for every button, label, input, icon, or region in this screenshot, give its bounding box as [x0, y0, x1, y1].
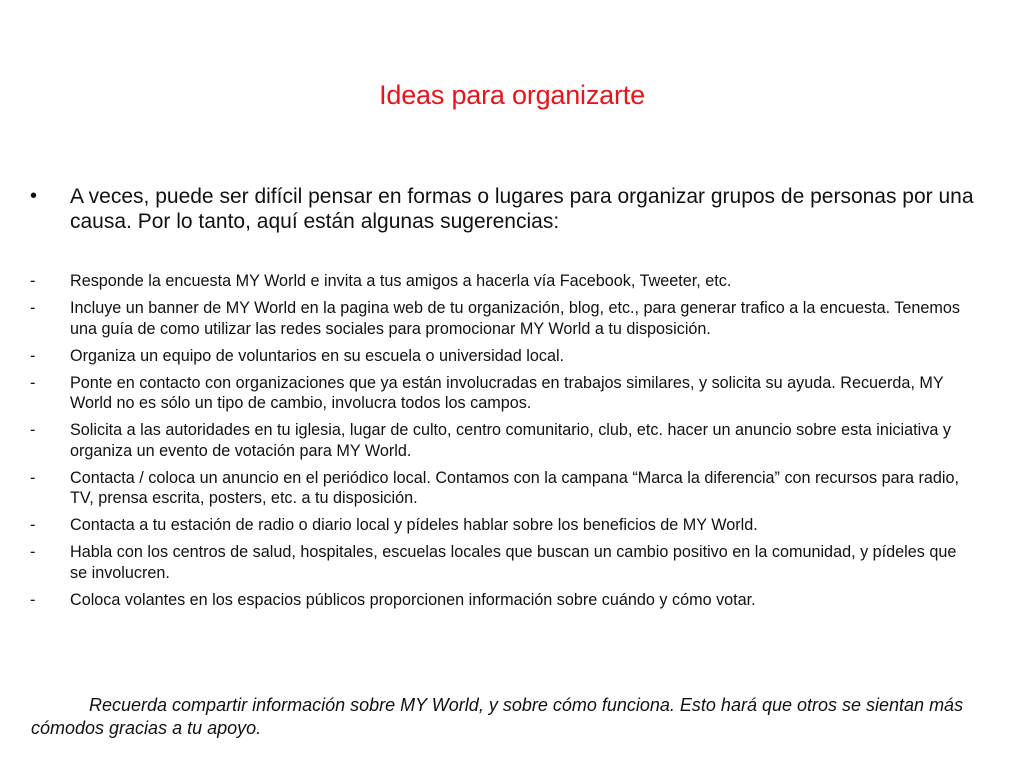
list-item-text: Contacta a tu estación de radio o diario local y pídeles hablar sobre los beneficios de MY World. — [70, 516, 758, 534]
list-item-text: Incluye un banner de MY World en la pagina web de tu organización, blog, etc., para generar trafico a la encuesta. Tenemos una guía de como utilizar las redes sociales para promocionar MY World a tu disposición. — [70, 299, 960, 338]
list-item — [30, 515, 960, 536]
bullet-icon: • — [30, 185, 38, 207]
list-item — [30, 373, 960, 414]
list-item — [30, 468, 960, 509]
suggestions-list — [30, 271, 960, 617]
list-item-text: Solicita a las autoridades en tu iglesia, lugar de culto, centro comunitario, club, etc. hacer un anuncio sobre esta iniciativa y organiza un evento de votación para MY World. — [70, 421, 951, 460]
dash-marker: - — [30, 272, 36, 290]
intro-paragraph — [30, 184, 980, 234]
list-item — [30, 590, 960, 611]
intro-text: A veces, puede ser difícil pensar en formas o lugares para organizar grupos de personas por una causa. Por lo tanto, aquí están algunas sugerencias: — [70, 185, 974, 233]
dash-marker: - — [30, 421, 36, 439]
list-item-text: Coloca volantes en los espacios públicos proporcionen información sobre cuándo y cómo votar. — [70, 590, 756, 609]
dash-marker: - — [30, 543, 36, 561]
list-item-text: Contacta / coloca un anuncio en el periódico local. Contamos con la campana “Marca la diferencia” con recursos para radio, TV, prensa escrita, posters, etc. a tu disposición. — [70, 468, 959, 507]
list-item — [30, 271, 960, 292]
list-item — [30, 298, 960, 339]
list-item — [30, 346, 960, 367]
dash-marker: - — [30, 516, 36, 534]
list-item-text: Organiza un equipo de voluntarios en su escuela o universidad local. — [70, 346, 565, 365]
closing-note: Recuerda compartir información sobre MY World, y sobre cómo funciona. Esto hará que otros se sientan más cómodos gracias a tu apoyo. — [31, 695, 964, 738]
dash-marker: - — [30, 346, 36, 365]
dash-marker: - — [30, 373, 36, 392]
list-item-text: Ponte en contacto con organizaciones que ya están involucradas en trabajos similares, y solicita su ayuda. Recuerda, MY World no es sólo un tipo de cambio, involucra todos los campos. — [70, 373, 944, 412]
list-item-text: Habla con los centros de salud, hospitales, escuelas locales que buscan un cambio positivo en la comunidad, y pídeles que se involucren. — [70, 543, 957, 582]
dash-marker: - — [30, 299, 36, 317]
list-item-text: Responde la encuesta MY World e invita a tus amigos a hacerla vía Facebook, Tweeter, etc. — [70, 272, 732, 290]
list-item — [30, 542, 960, 583]
dash-marker: - — [30, 468, 36, 487]
dash-marker: - — [30, 590, 36, 609]
list-item — [30, 420, 960, 461]
slide-title: Ideas para organizarte — [379, 80, 645, 110]
